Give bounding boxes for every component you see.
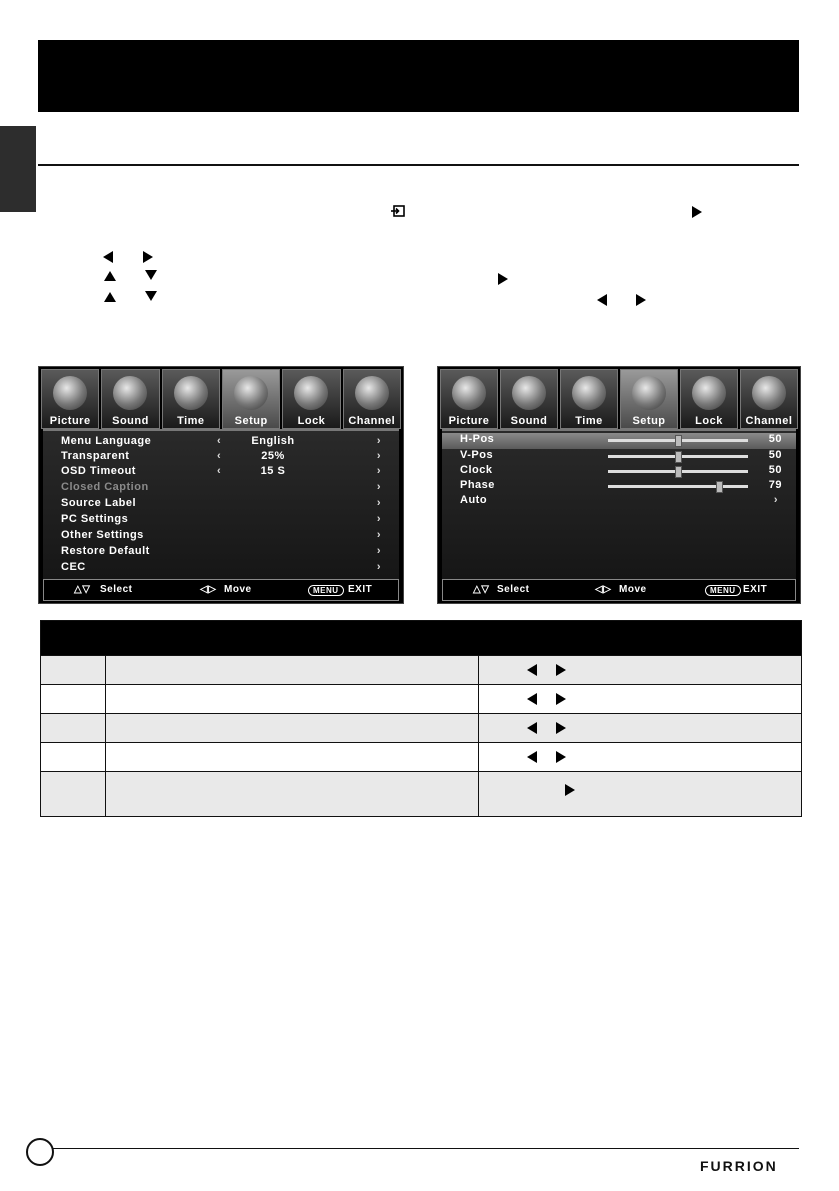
right-arrow-icon (556, 693, 566, 705)
setup-tab-icon (620, 369, 678, 429)
menu-row (43, 465, 399, 481)
chevron-right-icon: › (376, 529, 381, 541)
menu-row (43, 435, 399, 451)
setup-menu-screenshot (38, 366, 404, 604)
table-row (41, 771, 801, 816)
table-row (41, 655, 801, 684)
row-label: Closed Caption (61, 481, 149, 493)
row-label: Source Label (61, 497, 137, 509)
lock-tab-icon (282, 369, 340, 429)
picture-tab-icon (440, 369, 498, 429)
row-label: CEC (61, 561, 86, 573)
footer-move: Move (224, 584, 252, 595)
menu-key-icon: MENU (705, 585, 741, 596)
chevron-right-icon: › (376, 561, 381, 573)
table-row (41, 684, 801, 713)
clock-slider (608, 470, 748, 473)
menu-row (442, 494, 796, 510)
footer-exit: EXIT (743, 584, 768, 595)
tab-label: Setup (234, 415, 268, 427)
chevron-right-icon: › (376, 465, 381, 477)
row-label: Other Settings (61, 529, 144, 541)
footer-select: Select (497, 584, 530, 595)
left-right-key-icon: ◁▷ (200, 584, 217, 595)
menu-row (43, 561, 399, 577)
menu-row (43, 545, 399, 561)
footer-select: Select (100, 584, 133, 595)
menu-row (43, 497, 399, 513)
chapter-tab (0, 126, 36, 212)
chevron-right-icon: › (376, 513, 381, 525)
channel-tab-icon (740, 369, 798, 429)
row-value: English (251, 435, 295, 447)
row-value: 25% (261, 450, 285, 462)
lock-tab-icon (680, 369, 738, 429)
chevron-right-icon: › (376, 481, 381, 493)
up-arrow-icon (104, 292, 116, 302)
title-rule (38, 164, 799, 166)
chevron-left-icon: ‹ (217, 450, 222, 462)
row-value: 15 S (260, 465, 286, 477)
tab-label: Time (575, 415, 603, 427)
brand-logo: FURRION (700, 1158, 778, 1174)
footer-rule (38, 1148, 799, 1149)
right-arrow-icon (556, 722, 566, 734)
slider-knob (675, 466, 682, 478)
chevron-right-icon: › (376, 435, 381, 447)
osd-footer (43, 579, 399, 601)
chevron-right-icon: › (376, 497, 381, 509)
tab-label: Sound (112, 415, 149, 427)
footer-move: Move (619, 584, 647, 595)
menu-row (442, 479, 796, 495)
slider-knob (675, 435, 682, 447)
right-arrow-icon (565, 784, 575, 796)
row-value: 50 (768, 464, 782, 476)
slider-knob (716, 481, 723, 493)
up-arrow-icon (104, 271, 116, 281)
setup-menu-list (43, 429, 399, 579)
menu-row (43, 529, 399, 545)
up-down-key-icon: △▽ (473, 584, 490, 595)
left-arrow-icon (103, 251, 113, 263)
menu-row (43, 450, 399, 466)
row-label: Auto (460, 494, 488, 506)
table-row (41, 713, 801, 742)
table-header (41, 621, 801, 655)
menu-row (442, 464, 796, 480)
row-label: PC Settings (61, 513, 129, 525)
tab-label: Time (177, 415, 205, 427)
chevron-right-icon: › (376, 545, 381, 557)
time-tab-icon (560, 369, 618, 429)
menu-row (442, 433, 796, 449)
chevron-left-icon: ‹ (217, 435, 222, 447)
left-right-key-icon: ◁▷ (595, 584, 612, 595)
pc-settings-list (442, 429, 796, 579)
row-label: Phase (460, 479, 495, 491)
row-label: Restore Default (61, 545, 150, 557)
chevron-right-icon: › (773, 494, 778, 506)
row-label: OSD Timeout (61, 465, 136, 477)
tab-label: Channel (745, 415, 793, 427)
row-label: Menu Language (61, 435, 152, 447)
section-header-bar (38, 40, 799, 112)
sound-tab-icon (500, 369, 558, 429)
setup-tab-icon (222, 369, 280, 429)
down-arrow-icon (145, 291, 157, 301)
tab-label: Picture (49, 415, 91, 427)
tab-label: Channel (348, 415, 396, 427)
slider-knob (675, 451, 682, 463)
v-pos-slider (608, 455, 748, 458)
menu-row (43, 481, 399, 497)
channel-tab-icon (343, 369, 401, 429)
row-label: H-Pos (460, 433, 495, 445)
right-arrow-icon (143, 251, 153, 263)
left-arrow-icon (527, 693, 537, 705)
page-number-circle (26, 1138, 54, 1166)
tab-label: Lock (297, 415, 326, 427)
menu-tabs (440, 369, 798, 429)
footer-exit: EXIT (348, 584, 373, 595)
pc-settings-table (40, 620, 802, 817)
down-arrow-icon (145, 270, 157, 280)
tab-label: Lock (695, 415, 723, 427)
chevron-right-icon: › (376, 450, 381, 462)
sound-tab-icon (101, 369, 159, 429)
menu-key-icon: MENU (308, 585, 344, 596)
row-value: 79 (768, 479, 782, 491)
up-down-key-icon: △▽ (74, 584, 91, 595)
left-arrow-icon (527, 664, 537, 676)
row-label: Clock (460, 464, 493, 476)
right-arrow-icon (498, 273, 508, 285)
tab-label: Setup (632, 415, 666, 427)
menu-tabs (41, 369, 401, 429)
h-pos-slider (608, 439, 748, 442)
osd-footer (442, 579, 796, 601)
picture-tab-icon (41, 369, 99, 429)
input-source-icon (391, 205, 405, 217)
menu-row (43, 513, 399, 529)
right-arrow-icon (556, 664, 566, 676)
menu-row (442, 449, 796, 465)
phase-slider (608, 485, 748, 488)
time-tab-icon (162, 369, 220, 429)
table-row (41, 742, 801, 771)
left-arrow-icon (527, 722, 537, 734)
pc-settings-screenshot (437, 366, 801, 604)
row-value: 50 (768, 449, 782, 461)
left-arrow-icon (597, 294, 607, 306)
right-arrow-icon (636, 294, 646, 306)
row-label: V-Pos (460, 449, 494, 461)
row-label: Transparent (61, 450, 130, 462)
right-arrow-icon (692, 206, 702, 218)
right-arrow-icon (556, 751, 566, 763)
row-value: 50 (768, 433, 782, 445)
tab-label: Sound (510, 415, 548, 427)
tab-label: Picture (448, 415, 490, 427)
left-arrow-icon (527, 751, 537, 763)
chevron-left-icon: ‹ (217, 465, 222, 477)
